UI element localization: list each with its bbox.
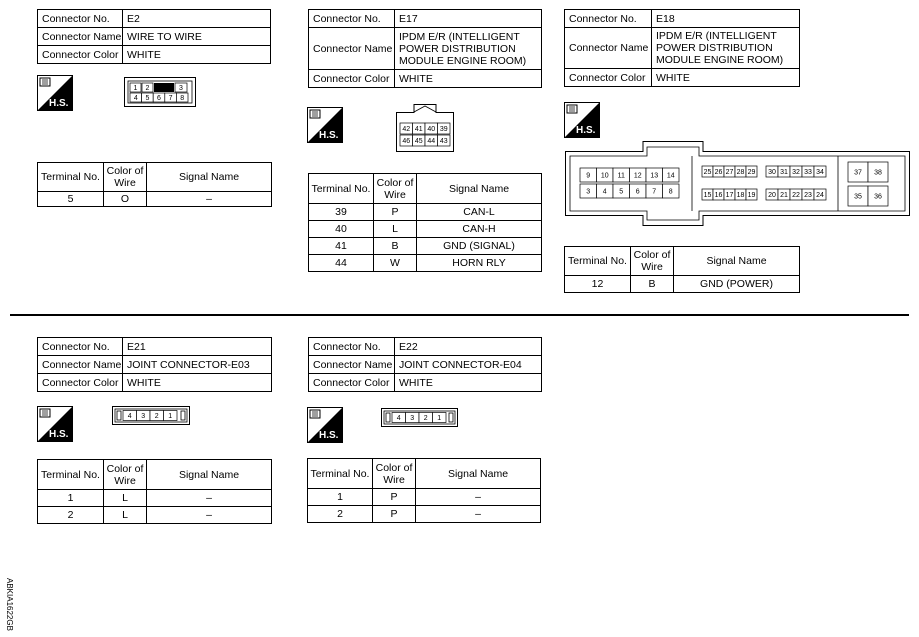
signal-table-e2 (37, 162, 272, 207)
pin-number: 31 (780, 169, 788, 176)
pin-number: 44 (427, 138, 436, 145)
pin-number: 30 (768, 169, 776, 176)
pin-number: 42 (402, 126, 411, 133)
pin-number: 5 (619, 188, 624, 196)
pin-number: 18 (736, 192, 745, 199)
pin-number: 40 (427, 126, 436, 133)
pin-number: 3 (586, 188, 591, 196)
connector-name-label: Connector Name (38, 28, 123, 46)
terminal-no-header: Terminal No. (309, 174, 374, 204)
connector-no-value: E22 (395, 338, 542, 356)
pin-number: 4 (396, 415, 401, 422)
connector-name-label: Connector Name (38, 356, 123, 374)
pin-number: 17 (725, 192, 734, 199)
pin-number: 35 (854, 193, 862, 201)
color-of-wire-header: Color of Wire (104, 163, 147, 192)
color-of-wire-header: Color of Wire (373, 459, 416, 489)
connector-info-e17 (308, 9, 542, 88)
pin-number: 5 (145, 95, 150, 102)
wire-color-cell: P (373, 489, 416, 506)
connector-name-value: JOINT CONNECTOR-E03 (123, 356, 272, 374)
pin-number: 36 (874, 193, 882, 201)
table-row (38, 490, 272, 507)
connector-no-label: Connector No. (309, 338, 395, 356)
wire-color-cell: W (374, 255, 417, 272)
harness-side-icon (37, 75, 73, 111)
pin-number: 39 (439, 126, 448, 133)
harness-side-icon (307, 107, 343, 143)
connector-info-e2 (37, 9, 271, 64)
table-row (38, 192, 272, 207)
signal-name-header: Signal Name (147, 163, 272, 192)
connector-color-label: Connector Color (565, 69, 652, 87)
terminal-no-cell: 2 (38, 507, 104, 524)
hs-label: H.S. (319, 430, 339, 441)
signal-name-header: Signal Name (417, 174, 542, 204)
pin-number: 1 (168, 413, 173, 420)
pin-number: 25 (703, 169, 712, 176)
pin-number: 6 (157, 95, 161, 102)
hs-label: H.S. (319, 130, 339, 141)
pin-number: 27 (725, 169, 734, 176)
connector-color-label: Connector Color (309, 70, 395, 88)
pin-number: 3 (141, 413, 146, 420)
blank-pin-cavity (154, 83, 174, 92)
signal-table-e18 (564, 246, 800, 293)
pin-number: 38 (874, 169, 882, 177)
signal-name-header: Signal Name (674, 247, 800, 276)
connector-info-e18 (564, 9, 800, 87)
signal-table-e21 (37, 459, 272, 524)
wire-color-cell: L (104, 490, 147, 507)
pin-number: 22 (792, 192, 800, 199)
pin-number: 12 (633, 172, 642, 180)
color-of-wire-header: Color of Wire (104, 460, 147, 490)
pin-number: 20 (768, 192, 776, 199)
signal-name-cell: – (147, 192, 272, 207)
connector-color-value: WHITE (395, 374, 542, 392)
wire-color-cell: B (631, 276, 674, 293)
signal-name-cell: – (147, 490, 272, 507)
section-divider (10, 314, 909, 316)
signal-name-cell: GND (POWER) (674, 276, 800, 293)
terminal-no-cell: 39 (309, 204, 374, 221)
pin-number: 2 (423, 415, 428, 422)
connector-color-value: WHITE (123, 46, 271, 64)
pin-number: 29 (747, 169, 756, 176)
pin-number: 3 (179, 85, 183, 92)
harness-side-icon (564, 102, 600, 138)
wire-color-cell: O (104, 192, 147, 207)
signal-name-cell: CAN-L (417, 204, 542, 221)
connector-no-value: E2 (123, 10, 271, 28)
table-row (309, 255, 542, 272)
wire-color-cell: L (374, 221, 417, 238)
pin-number: 8 (180, 95, 185, 102)
terminal-no-cell: 5 (38, 192, 104, 207)
pin-number: 9 (586, 172, 591, 180)
connector-face-e21 (112, 406, 190, 425)
pin-number: 10 (600, 172, 609, 180)
connector-face-e18 (565, 141, 910, 226)
terminal-no-cell: 2 (308, 506, 373, 523)
signal-name-cell: – (416, 506, 541, 523)
connector-no-label: Connector No. (565, 10, 652, 28)
connector-info-e21 (37, 337, 272, 392)
signal-name-cell: – (147, 507, 272, 524)
connector-color-label: Connector Color (38, 374, 123, 392)
signal-name-cell: HORN RLY (417, 255, 542, 272)
connector-face-e2 (124, 77, 196, 107)
signal-name-cell: GND (SIGNAL) (417, 238, 542, 255)
connector-name-value: IPDM E/R (INTELLIGENT POWER DISTRIBUTION MODULE ENGINE ROOM) (652, 28, 800, 69)
terminal-no-cell: 44 (309, 255, 374, 272)
table-row (309, 238, 542, 255)
connector-name-label: Connector Name (309, 356, 395, 374)
pin-number: 14 (666, 172, 675, 180)
pin-number: 24 (816, 192, 824, 199)
signal-name-cell: – (416, 489, 541, 506)
connector-no-value: E17 (395, 10, 542, 28)
harness-side-icon (37, 406, 73, 442)
color-of-wire-header: Color of Wire (374, 174, 417, 204)
terminal-no-cell: 1 (38, 490, 104, 507)
pin-number: 16 (714, 192, 723, 199)
wire-color-cell: L (104, 507, 147, 524)
hs-label: H.S. (576, 125, 596, 136)
hs-label: H.S. (49, 429, 69, 440)
connector-face-e22 (381, 408, 458, 427)
terminal-no-header: Terminal No. (565, 247, 631, 276)
connector-no-label: Connector No. (38, 338, 123, 356)
connector-color-value: WHITE (395, 70, 542, 88)
terminal-no-header: Terminal No. (308, 459, 373, 489)
pin-number: 7 (168, 95, 173, 102)
signal-table-e22 (307, 458, 541, 523)
color-of-wire-header: Color of Wire (631, 247, 674, 276)
pin-number: 1 (133, 85, 138, 92)
connector-color-label: Connector Color (309, 374, 395, 392)
connector-name-value: JOINT CONNECTOR-E04 (395, 356, 542, 374)
terminal-no-cell: 12 (565, 276, 631, 293)
signal-table-e17 (308, 173, 542, 272)
table-row (308, 506, 541, 523)
terminal-no-cell: 41 (309, 238, 374, 255)
terminal-no-cell: 1 (308, 489, 373, 506)
pin-number: 26 (714, 169, 723, 176)
wire-color-cell: B (374, 238, 417, 255)
pin-number: 13 (650, 172, 659, 180)
connector-color-value: WHITE (652, 69, 800, 87)
terminal-no-header: Terminal No. (38, 163, 104, 192)
pin-number: 2 (145, 85, 150, 92)
pin-number: 4 (127, 413, 132, 420)
pin-number: 19 (747, 192, 756, 199)
terminal-no-cell: 40 (309, 221, 374, 238)
table-row (309, 204, 542, 221)
signal-name-header: Signal Name (147, 460, 272, 490)
connector-no-label: Connector No. (309, 10, 395, 28)
harness-side-icon (307, 407, 343, 443)
hs-label: H.S. (49, 98, 69, 109)
pin-number: 41 (414, 126, 423, 133)
pin-number: 32 (792, 169, 800, 176)
pin-number: 6 (635, 188, 640, 196)
reference-code: ABKIA1622GB (5, 578, 14, 631)
pin-number: 15 (703, 192, 712, 199)
pin-number: 28 (736, 169, 745, 176)
pin-number: 33 (804, 169, 812, 176)
connector-name-label: Connector Name (565, 28, 652, 69)
pin-number: 37 (854, 169, 862, 177)
pin-number: 4 (133, 95, 138, 102)
connector-color-label: Connector Color (38, 46, 123, 64)
connector-face-e17 (396, 104, 454, 152)
connector-no-label: Connector No. (38, 10, 123, 28)
pin-number: 8 (668, 188, 673, 196)
signal-name-cell: CAN-H (417, 221, 542, 238)
pin-number: 43 (439, 138, 448, 145)
connector-color-value: WHITE (123, 374, 272, 392)
pin-number: 45 (414, 138, 423, 145)
connector-name-value: WIRE TO WIRE (123, 28, 271, 46)
table-row (308, 489, 541, 506)
wire-color-cell: P (374, 204, 417, 221)
terminal-no-header: Terminal No. (38, 460, 104, 490)
pin-number: 11 (617, 172, 625, 180)
pin-number: 46 (402, 138, 411, 145)
connector-no-value: E18 (652, 10, 800, 28)
table-row (565, 276, 800, 293)
table-row (38, 507, 272, 524)
pin-number: 23 (804, 192, 812, 199)
pin-number: 4 (602, 188, 607, 196)
pin-number: 21 (780, 192, 788, 199)
pin-number: 2 (154, 413, 159, 420)
pin-number: 7 (652, 188, 657, 196)
wire-color-cell: P (373, 506, 416, 523)
connector-no-value: E21 (123, 338, 272, 356)
connector-name-label: Connector Name (309, 28, 395, 70)
table-row (309, 221, 542, 238)
connector-info-e22 (308, 337, 542, 392)
pin-number: 1 (437, 415, 442, 422)
pin-number: 34 (816, 169, 824, 176)
signal-name-header: Signal Name (416, 459, 541, 489)
connector-name-value: IPDM E/R (INTELLIGENT POWER DISTRIBUTION MODULE ENGINE ROOM) (395, 28, 542, 70)
pin-number: 3 (410, 415, 415, 422)
